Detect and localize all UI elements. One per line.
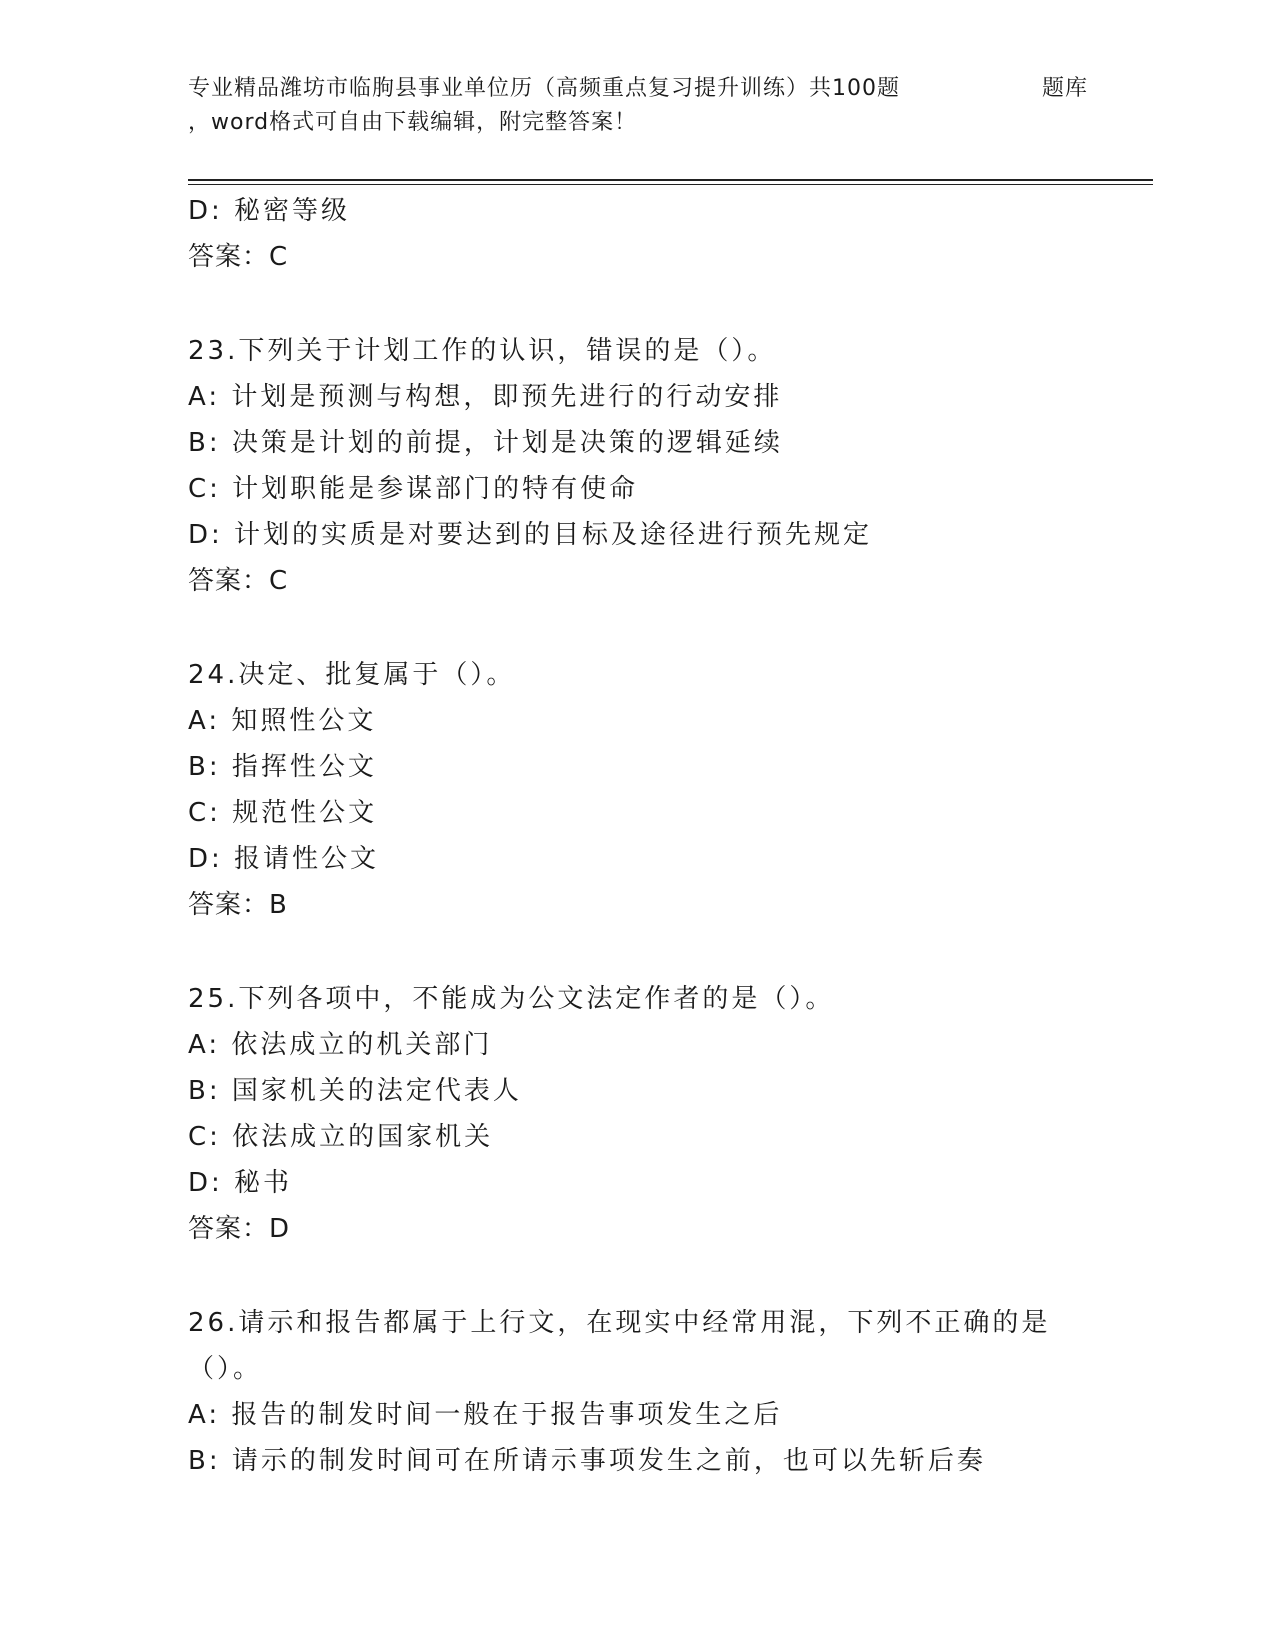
option-d: D: 报请性公文 [188,844,380,874]
header-line-2: ，word格式可自由下载编辑，附完整答案！ [188,110,638,135]
header-divider-thin [188,184,1153,185]
question-stem: 25.下列各项中，不能成为公文法定作者的是（）。 [188,984,835,1014]
header-tag: 题库 [1041,76,1088,101]
spacer [188,280,1148,328]
option-c: C: 依法成立的国家机关 [188,1122,494,1152]
spacer [188,928,1148,976]
option-a: A: 报告的制发时间一般在于报告事项发生之后 [188,1400,783,1430]
spacer [188,1252,1148,1300]
option-a: A: 计划是预测与构想，即预先进行的行动安排 [188,382,783,412]
option-c: C: 计划职能是参谋部门的特有使命 [188,474,639,504]
document-title: 专业精品潍坊市临朐县事业单位历（高频重点复习提升训练）共100题 [188,76,900,101]
header-line-1 [188,72,1088,106]
option-b: B: 请示的制发时间可在所请示事项发生之前，也可以先斩后奏 [188,1446,986,1476]
answer-text: 答案：B [188,890,288,920]
question-stem: 23.下列关于计划工作的认识，错误的是（）。 [188,336,777,366]
option-a: A: 知照性公文 [188,706,377,736]
question-stem: 24.决定、批复属于（）。 [188,660,516,690]
option-c: C: 规范性公文 [188,798,378,828]
option-b: B: 国家机关的法定代表人 [188,1076,522,1106]
answer-text: 答案：C [188,566,289,596]
option-d: D: 秘密等级 [188,196,351,226]
answer-text: 答案：D [188,1214,291,1244]
option-b: B: 指挥性公文 [188,752,377,782]
page-header [188,72,1088,140]
question-stem: 26.请示和报告都属于上行文，在现实中经常用混，下列不正确的是（）。 [188,1308,1051,1384]
header-divider-thick [188,179,1153,181]
spacer [188,604,1148,652]
option-b: B: 决策是计划的前提，计划是决策的逻辑延续 [188,428,783,458]
question-list [188,188,1148,1484]
option-d: D: 计划的实质是对要达到的目标及途径进行预先规定 [188,520,873,550]
option-d: D: 秘书 [188,1168,293,1198]
option-a: A: 依法成立的机关部门 [188,1030,493,1060]
answer-text: 答案：C [188,242,289,272]
